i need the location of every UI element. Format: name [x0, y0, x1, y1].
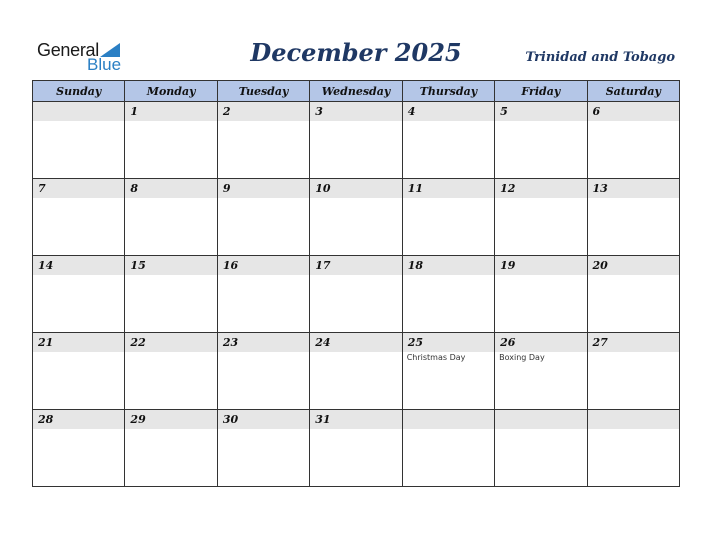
day-cell — [125, 102, 217, 179]
day-cell — [125, 256, 217, 333]
day-number — [403, 410, 494, 429]
day-number: 27 — [588, 333, 679, 352]
week-row — [33, 179, 680, 256]
calendar-grid — [32, 80, 680, 487]
day-number: 28 — [33, 410, 124, 429]
day-cell — [402, 102, 494, 179]
day-number: 17 — [310, 256, 401, 275]
day-number: 21 — [33, 333, 124, 352]
day-number: 8 — [125, 179, 216, 198]
day-number: 26 — [495, 333, 586, 352]
day-cell — [33, 333, 125, 410]
day-cell — [217, 256, 309, 333]
day-number: 14 — [33, 256, 124, 275]
week-row — [33, 333, 680, 410]
day-number: 22 — [125, 333, 216, 352]
day-cell — [125, 179, 217, 256]
logo-text-blue: Blue — [87, 55, 122, 74]
day-number — [495, 410, 586, 429]
day-cell — [587, 256, 679, 333]
week-row — [33, 102, 680, 179]
day-number: 3 — [310, 102, 401, 121]
day-number: 23 — [218, 333, 309, 352]
week-row — [33, 410, 680, 487]
day-number: 13 — [588, 179, 679, 198]
day-cell — [587, 410, 679, 487]
day-cell — [217, 102, 309, 179]
day-number: 9 — [218, 179, 309, 198]
day-cell — [310, 333, 402, 410]
day-number: 11 — [403, 179, 494, 198]
day-number — [33, 102, 124, 121]
day-number: 19 — [495, 256, 586, 275]
day-cell — [33, 179, 125, 256]
day-number: 29 — [125, 410, 216, 429]
day-cell — [310, 256, 402, 333]
day-number: 4 — [403, 102, 494, 121]
weekday-header-row — [33, 81, 680, 102]
day-cell — [587, 179, 679, 256]
day-number: 16 — [218, 256, 309, 275]
day-cell — [495, 179, 587, 256]
country-name: Trinidad and Tobago — [525, 50, 675, 65]
day-cell — [217, 410, 309, 487]
holiday-label: Christmas Day — [406, 353, 466, 362]
day-cell — [402, 410, 494, 487]
day-cell — [402, 179, 494, 256]
day-number: 18 — [403, 256, 494, 275]
week-row — [33, 256, 680, 333]
day-cell — [33, 410, 125, 487]
day-cell — [310, 102, 402, 179]
day-number: 12 — [495, 179, 586, 198]
day-cell — [402, 333, 494, 410]
weekday-header: Monday — [125, 81, 217, 102]
day-number: 15 — [125, 256, 216, 275]
day-number — [588, 410, 679, 429]
day-cell — [125, 333, 217, 410]
day-cell — [310, 410, 402, 487]
day-number: 30 — [218, 410, 309, 429]
day-number: 31 — [310, 410, 401, 429]
day-number: 6 — [588, 102, 679, 121]
logo-text-general: General — [37, 40, 99, 60]
day-number: 24 — [310, 333, 401, 352]
day-number: 7 — [33, 179, 124, 198]
day-number: 20 — [588, 256, 679, 275]
weekday-header: Sunday — [33, 81, 125, 102]
day-cell — [587, 333, 679, 410]
day-cell — [495, 102, 587, 179]
calendar-title: December 2025 — [250, 38, 462, 67]
day-number: 5 — [495, 102, 586, 121]
day-number: 25 — [403, 333, 494, 352]
day-cell — [217, 333, 309, 410]
day-cell — [33, 102, 125, 179]
day-cell — [310, 179, 402, 256]
weekday-header: Friday — [495, 81, 587, 102]
day-number: 10 — [310, 179, 401, 198]
weekday-header: Tuesday — [217, 81, 309, 102]
weekday-header: Thursday — [402, 81, 494, 102]
day-cell — [217, 179, 309, 256]
day-cell — [402, 256, 494, 333]
day-cell — [495, 256, 587, 333]
day-number: 2 — [218, 102, 309, 121]
day-cell — [33, 256, 125, 333]
weekday-header: Wednesday — [310, 81, 402, 102]
day-cell — [495, 410, 587, 487]
day-cell — [125, 410, 217, 487]
holiday-label: Boxing Day — [499, 353, 545, 362]
day-cell — [495, 333, 587, 410]
weekday-header: Saturday — [587, 81, 679, 102]
day-number: 1 — [125, 102, 216, 121]
day-cell — [587, 102, 679, 179]
